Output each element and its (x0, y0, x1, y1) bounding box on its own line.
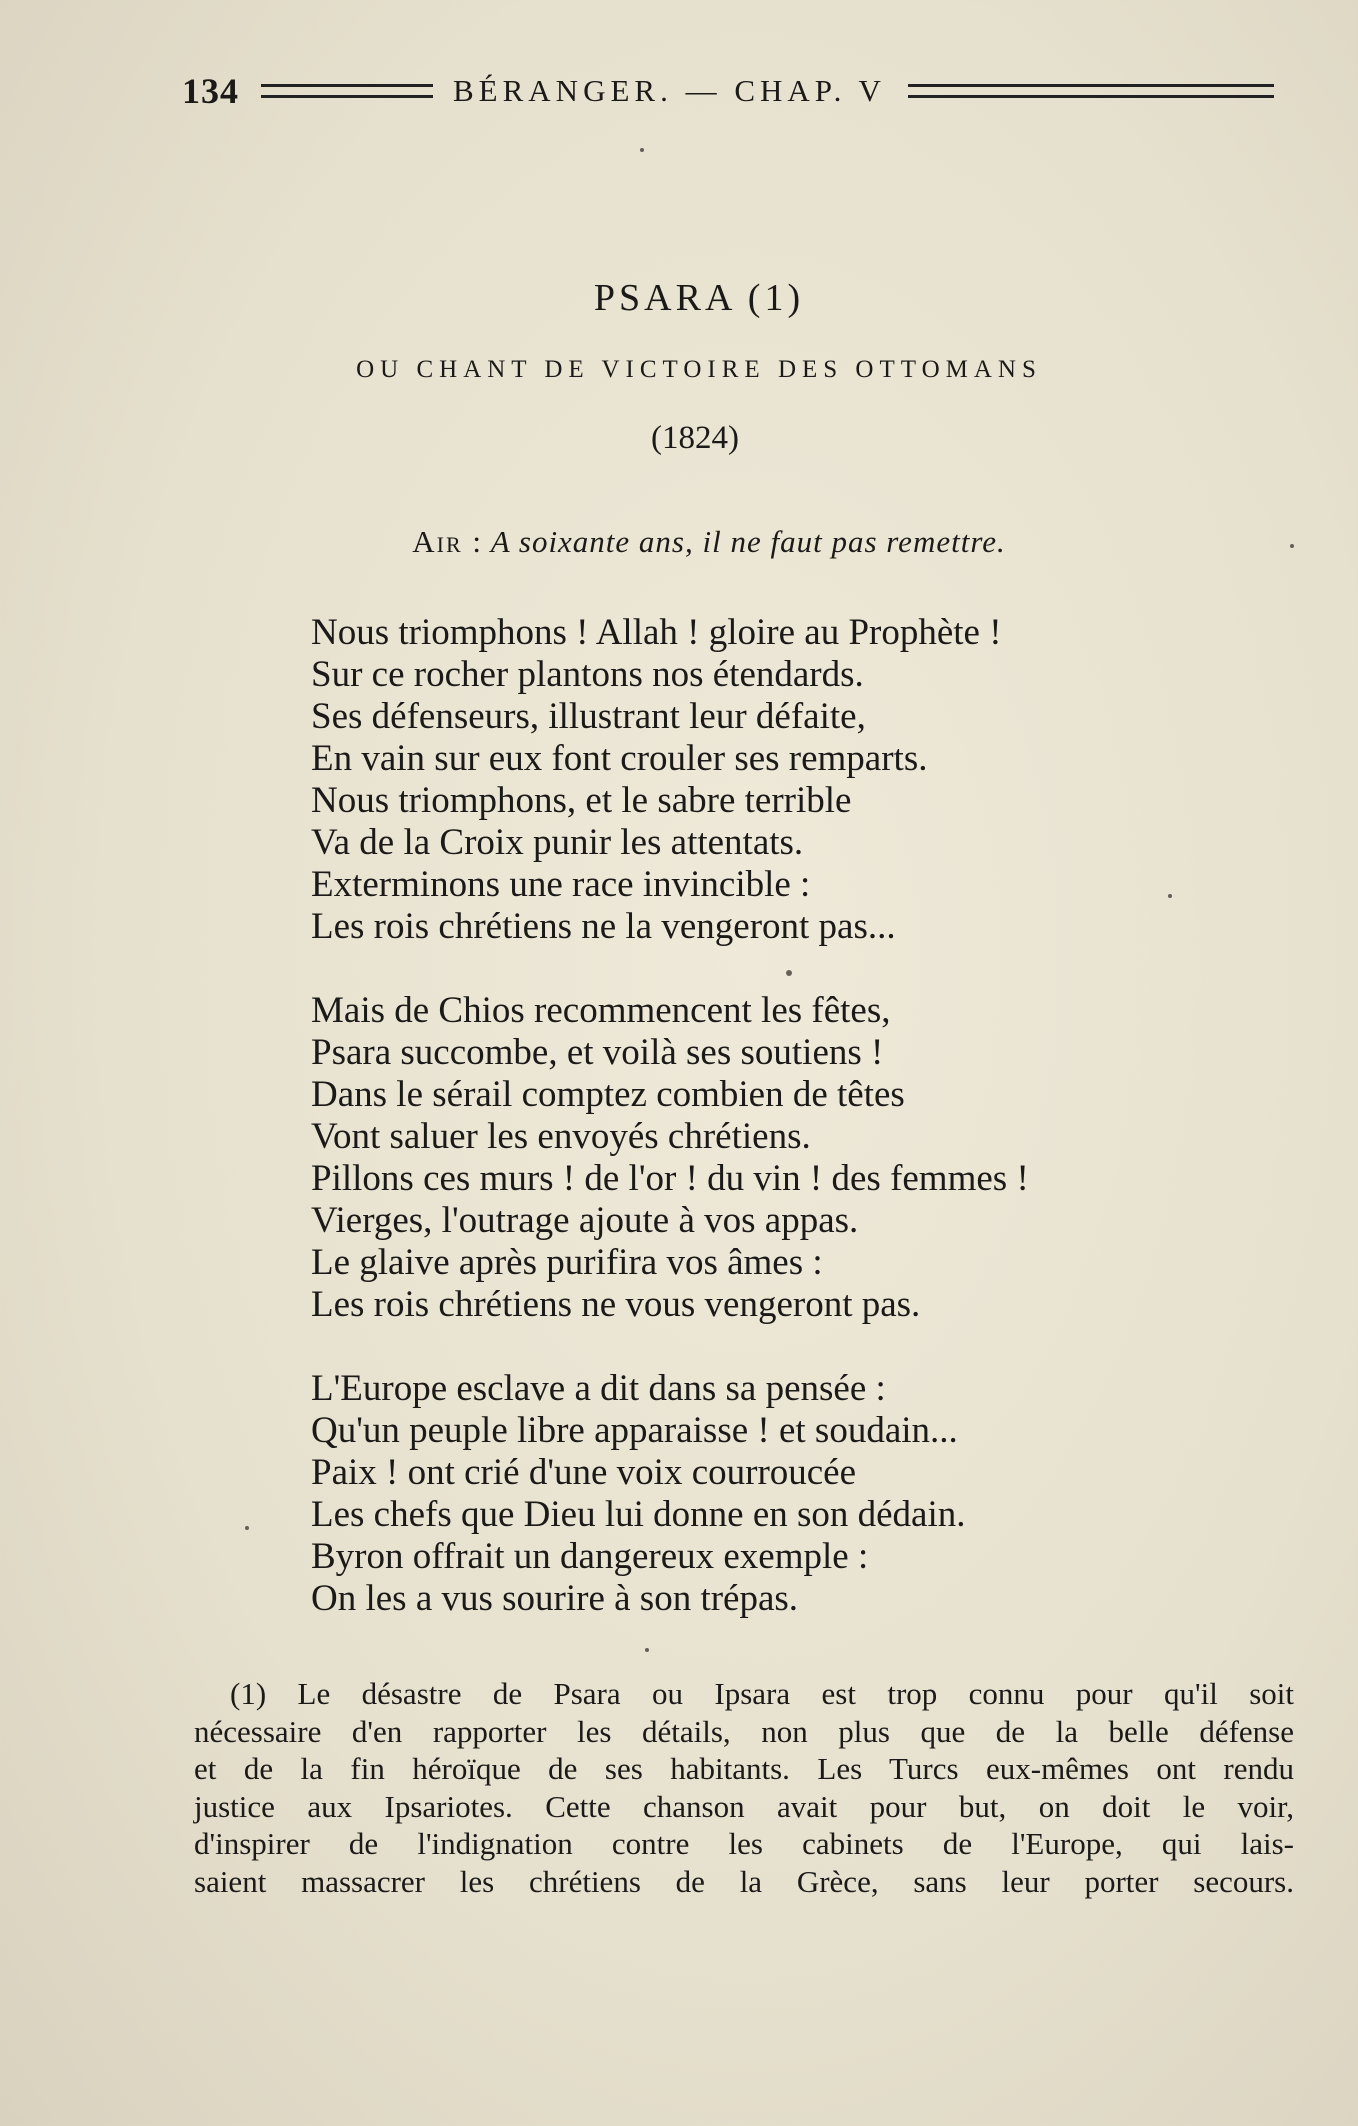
song-title: PSARA (1) (593, 277, 805, 319)
running-title: BÉRANGER. — CHAP. V (453, 73, 886, 108)
verse-line: Sur ce rocher plantons nos étendards. (311, 654, 864, 695)
paper-speck (645, 1648, 649, 1652)
verse-line: Dans le sérail comptez combien de têtes (311, 1074, 905, 1115)
verse-line: Les rois chrétiens ne la vengeront pas... (311, 906, 896, 947)
poem (311, 612, 1231, 1620)
tune-label: Air : (412, 524, 483, 559)
verse-line: Nous triomphons ! Allah ! gloire au Prophète ! (311, 612, 1002, 653)
verse-line: Vont saluer les envoyés chrétiens. (311, 1116, 811, 1157)
stanza (311, 1368, 1231, 1620)
paper-speck (640, 148, 644, 152)
stanza (311, 990, 1231, 1326)
paper-speck (245, 1526, 249, 1530)
verse-line: En vain sur eux font crouler ses remparts. (311, 738, 928, 779)
verse-line: Le glaive après purifira vos âmes : (311, 1242, 823, 1283)
verse-line: Va de la Croix punir les attentats. (311, 822, 804, 863)
page-number: 134 (182, 71, 239, 111)
header-rule-right (908, 84, 1274, 98)
header-rule-left (261, 84, 433, 98)
footnote (194, 1675, 1294, 1900)
verse-line: Psara succombe, et voilà ses soutiens ! (311, 1032, 884, 1073)
verse-line: Paix ! ont crié d'une voix courroucée (311, 1452, 857, 1493)
verse-line: Exterminons une race invincible : (311, 864, 811, 905)
verse-line: Ses défenseurs, illustrant leur défaite, (311, 696, 866, 737)
verse-line: Qu'un peuple libre apparaisse ! et soudain... (311, 1410, 958, 1451)
stanza (311, 612, 1231, 948)
verse-line: Nous triomphons, et le sabre terrible (311, 780, 852, 821)
song-subtitle: OU CHANT DE VICTOIRE DES OTTOMANS (356, 356, 1042, 383)
verse-line: On les a vus sourire à son trépas. (311, 1578, 799, 1619)
verse-line: Les chefs que Dieu lui donne en son dédain. (311, 1494, 966, 1535)
verse-line: Byron offrait un dangereux exemple : (311, 1536, 869, 1577)
footnote-line: d'inspirer de l'indignation contre les cabinets de l'Europe, qui lais- (194, 1826, 1294, 1861)
footnote-line: justice aux Ipsariotes. Cette chanson avait pour but, on doit le voir, (194, 1788, 1294, 1824)
footnote-line: et de la fin héroïque de ses habitants. Les Turcs eux-mêmes ont rendu (194, 1751, 1294, 1786)
tune-indication (30, 524, 1358, 560)
verse-line: Vierges, l'outrage ajoute à vos appas. (311, 1200, 859, 1241)
verse-line: Les rois chrétiens ne vous vengeront pas. (311, 1284, 921, 1325)
paper-speck (1168, 894, 1172, 898)
footnote-line: nécessaire d'en rapporter les détails, non plus que de la belle défense (194, 1713, 1294, 1749)
footnote-line: (1) Le désastre de Psara ou Ipsara est trop connu pour qu'il soit (230, 1676, 1294, 1711)
footnote-line: saient massacrer les chrétiens de la Grèce, sans leur porter secours. (194, 1863, 1294, 1899)
paper-speck (1290, 544, 1294, 548)
verse-line: Mais de Chios recommencent les fêtes, (311, 990, 891, 1031)
verse-line: L'Europe esclave a dit dans sa pensée : (311, 1368, 886, 1409)
paper-speck (786, 970, 792, 976)
tune-name: A soixante ans, il ne faut pas remettre. (490, 524, 1006, 559)
verse-line: Pillons ces murs ! de l'or ! du vin ! des femmes ! (311, 1158, 1029, 1199)
song-year: (1824) (651, 420, 739, 456)
running-header (182, 66, 1274, 116)
